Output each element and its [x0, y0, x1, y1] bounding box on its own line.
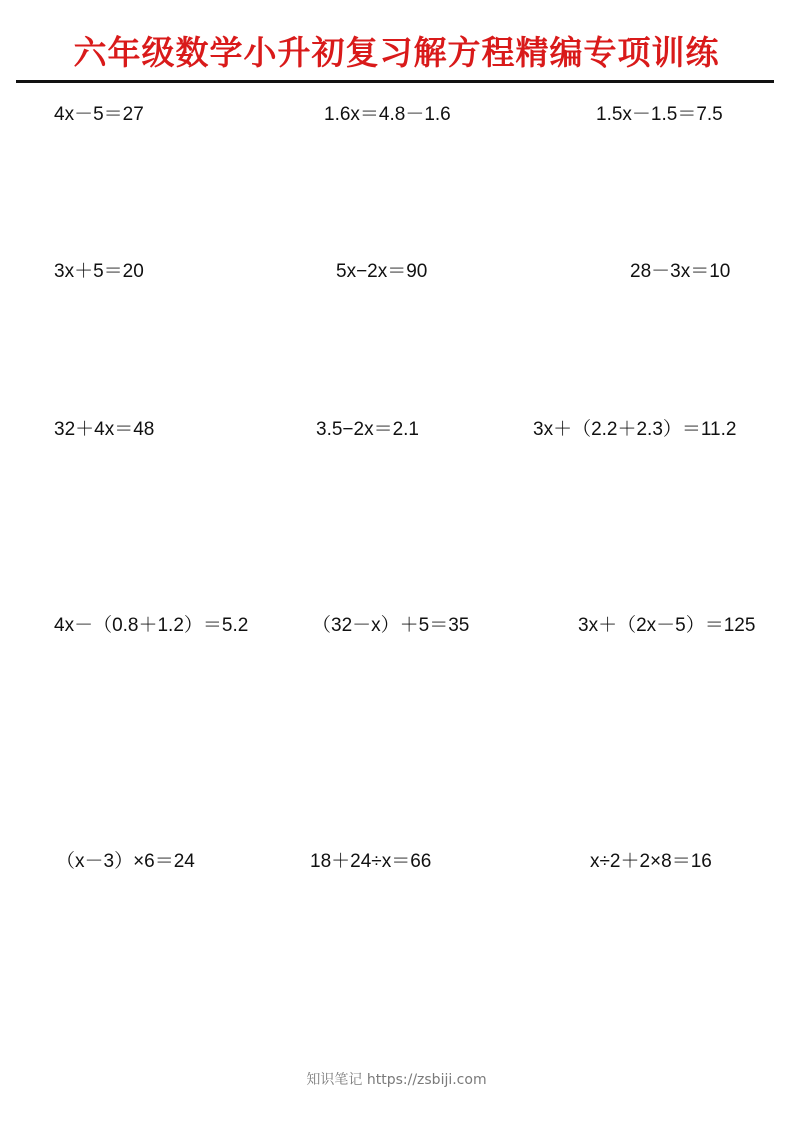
equation-r3-c2: 3.5−2x＝2.1	[316, 419, 419, 440]
equation-r5-c1: （x－3）×6＝24	[56, 851, 195, 872]
equation-r5-c2: 18＋24÷x＝66	[310, 851, 432, 872]
equation-r2-c3: 28－3x＝10	[630, 261, 731, 282]
equation-r2-c1: 3x＋5＝20	[54, 261, 144, 282]
equation-r4-c1: 4x－（0.8＋1.2）＝5.2	[54, 615, 249, 636]
equation-r3-c1: 32＋4x＝48	[54, 419, 155, 440]
page-title: 六年级数学小升初复习解方程精编专项训练	[73, 33, 720, 72]
footer-source: 知识笔记 https://zsbiji.com	[306, 1072, 487, 1088]
equation-r1-c2: 1.6x＝4.8－1.6	[324, 104, 451, 125]
equation-r4-c2: （32－x）＋5＝35	[312, 615, 470, 636]
equation-r3-c3: 3x＋（2.2＋2.3）＝11.2	[533, 419, 737, 440]
equation-r1-c3: 1.5x－1.5＝7.5	[596, 104, 723, 125]
equation-r1-c1: 4x－5＝27	[54, 104, 144, 125]
title-divider	[16, 80, 774, 83]
equation-r5-c3: x÷2＋2×8＝16	[590, 851, 712, 872]
equation-r2-c2: 5x−2x＝90	[336, 261, 428, 282]
equation-r4-c3: 3x＋（2x－5）＝125	[578, 615, 756, 636]
